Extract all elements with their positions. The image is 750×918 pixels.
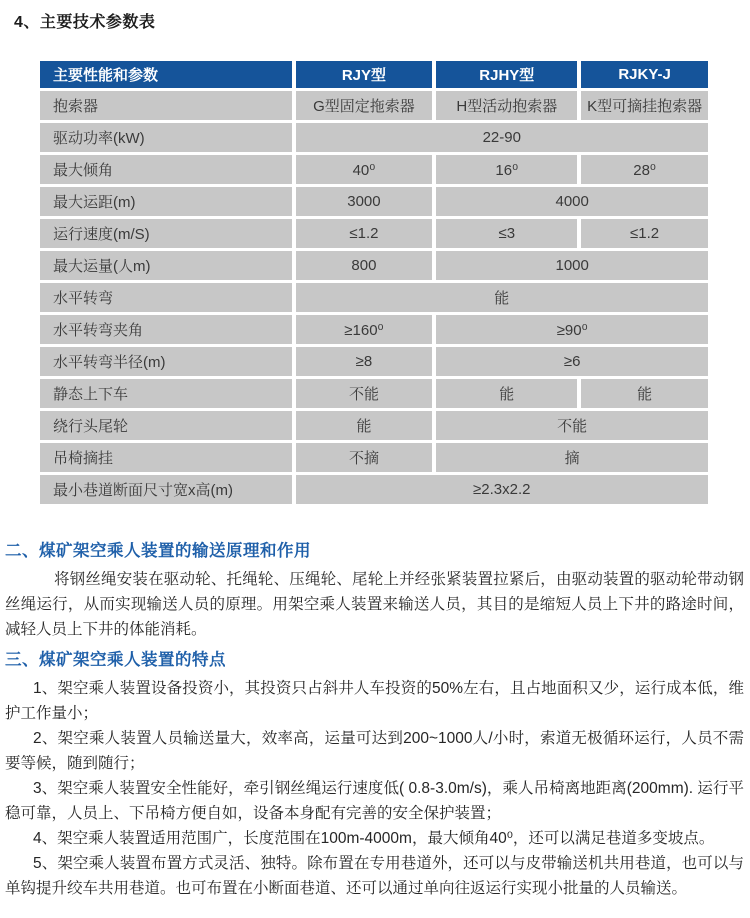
cell-value: ≥160⁰ bbox=[296, 315, 433, 344]
cell-value: 能 bbox=[436, 379, 577, 408]
cell-value: 40⁰ bbox=[296, 155, 433, 184]
row-label: 最大倾角 bbox=[40, 155, 292, 184]
row-label: 吊椅摘挂 bbox=[40, 443, 292, 472]
row-label: 最小巷道断面尺寸宽x高(m) bbox=[40, 475, 292, 504]
cell-value: 4000 bbox=[436, 187, 708, 216]
cell-value: ≤1.2 bbox=[296, 219, 433, 248]
table-row bbox=[40, 187, 708, 216]
cell-value: ≥6 bbox=[436, 347, 708, 376]
article-body bbox=[5, 537, 744, 901]
cell-value: 800 bbox=[296, 251, 433, 280]
table-row bbox=[40, 123, 708, 152]
row-label: 最大运距(m) bbox=[40, 187, 292, 216]
section-heading-features: 三、煤矿架空乘人装置的特点 bbox=[5, 651, 226, 669]
cell-value: 28⁰ bbox=[581, 155, 708, 184]
cell-value: 不摘 bbox=[296, 443, 433, 472]
cell-value: 1000 bbox=[436, 251, 708, 280]
cell-value: K型可摘挂抱索器 bbox=[581, 91, 708, 120]
cell-value: ≤3 bbox=[436, 219, 577, 248]
cell-value: ≥90⁰ bbox=[436, 315, 708, 344]
paragraph-feature-3: 3、架空乘人装置安全性能好，牵引钢丝绳运行速度低( 0.8-3.0m/s)，乘人吊椅离地距离(200mm). 运行平稳可靠，人员上、下吊椅方便自如，设备本身配有完善的安全保护装置； bbox=[5, 780, 744, 822]
cell-value: 能 bbox=[581, 379, 708, 408]
cell-value: 摘 bbox=[436, 443, 708, 472]
paragraph-feature-4: 4、架空乘人装置适用范围广，长度范围在100m-4000m，最大倾角40⁰，还可以满足巷道多变坡点。 bbox=[33, 830, 715, 847]
row-label: 运行速度(m/S) bbox=[40, 219, 292, 248]
table-row bbox=[40, 283, 708, 312]
cell-value: 能 bbox=[296, 411, 433, 440]
section-heading-principle: 二、煤矿架空乘人装置的输送原理和作用 bbox=[5, 542, 311, 560]
row-label: 最大运量(人m) bbox=[40, 251, 292, 280]
table-row bbox=[40, 219, 708, 248]
table-row bbox=[40, 315, 708, 344]
page-title: 4、主要技术参数表 bbox=[14, 14, 156, 31]
cell-value: 不能 bbox=[436, 411, 708, 440]
cell-value: ≤1.2 bbox=[581, 219, 708, 248]
cell-value: G型固定拖索器 bbox=[296, 91, 433, 120]
table-row bbox=[40, 347, 708, 376]
row-label: 水平转弯夹角 bbox=[40, 315, 292, 344]
row-label: 绕行头尾轮 bbox=[40, 411, 292, 440]
paragraph-feature-2: 2、架空乘人装置人员输送量大，效率高，运量可达到200~1000人/小时，索道无极循环运行，人员不需要等候，随到随行； bbox=[5, 730, 744, 772]
table-row bbox=[40, 475, 708, 504]
cell-value: ≥8 bbox=[296, 347, 433, 376]
row-label: 水平转弯半径(m) bbox=[40, 347, 292, 376]
cell-value: 不能 bbox=[296, 379, 433, 408]
table-row bbox=[40, 155, 708, 184]
table-row bbox=[40, 91, 708, 120]
table-row bbox=[40, 411, 708, 440]
row-label: 抱索器 bbox=[40, 91, 292, 120]
table-row bbox=[40, 443, 708, 472]
table-row bbox=[40, 379, 708, 408]
table-header bbox=[40, 61, 708, 88]
parameters-table bbox=[36, 58, 712, 507]
row-label: 驱动功率(kW) bbox=[40, 123, 292, 152]
paragraph-feature-5: 5、架空乘人装置布置方式灵活、独特。除布置在专用巷道外，还可以与皮带输送机共用巷道，也可以与单钩提升绞车共用巷道。也可布置在小断面巷道、还可以通过单向往返运行实现小批量的人员输送。 bbox=[5, 855, 744, 897]
table-header-row bbox=[40, 61, 708, 88]
header-cell-parameters: 主要性能和参数 bbox=[40, 61, 292, 88]
cell-value: 22-90 bbox=[296, 123, 708, 152]
cell-value: H型活动抱索器 bbox=[436, 91, 577, 120]
cell-value: 16⁰ bbox=[436, 155, 577, 184]
row-label: 水平转弯 bbox=[40, 283, 292, 312]
cell-value: ≥2.3x2.2 bbox=[296, 475, 708, 504]
cell-value: 能 bbox=[296, 283, 708, 312]
row-label: 静态上下车 bbox=[40, 379, 292, 408]
paragraph-feature-1: 1、架空乘人装置设备投资小，其投资只占斜井人车投资的50%左右，且占地面积又少，运行成本低，维护工作量小； bbox=[5, 680, 744, 722]
paragraph-principle: 将钢丝绳安装在驱动轮、托绳轮、压绳轮、尾轮上并经张紧装置拉紧后，由驱动装置的驱动轮带动钢丝绳运行，从而实现输送人员的原理。用架空乘人装置来输送人员，其目的是缩短人员上下井的路途时间，减轻人员上下井的体能消耗。 bbox=[5, 571, 744, 638]
header-cell-rjky: RJKY-J bbox=[581, 61, 708, 88]
header-cell-rjhy: RJHY型 bbox=[436, 61, 577, 88]
document-page bbox=[0, 9, 750, 918]
table-row bbox=[40, 251, 708, 280]
cell-value: 3000 bbox=[296, 187, 433, 216]
header-cell-rjy: RJY型 bbox=[296, 61, 433, 88]
